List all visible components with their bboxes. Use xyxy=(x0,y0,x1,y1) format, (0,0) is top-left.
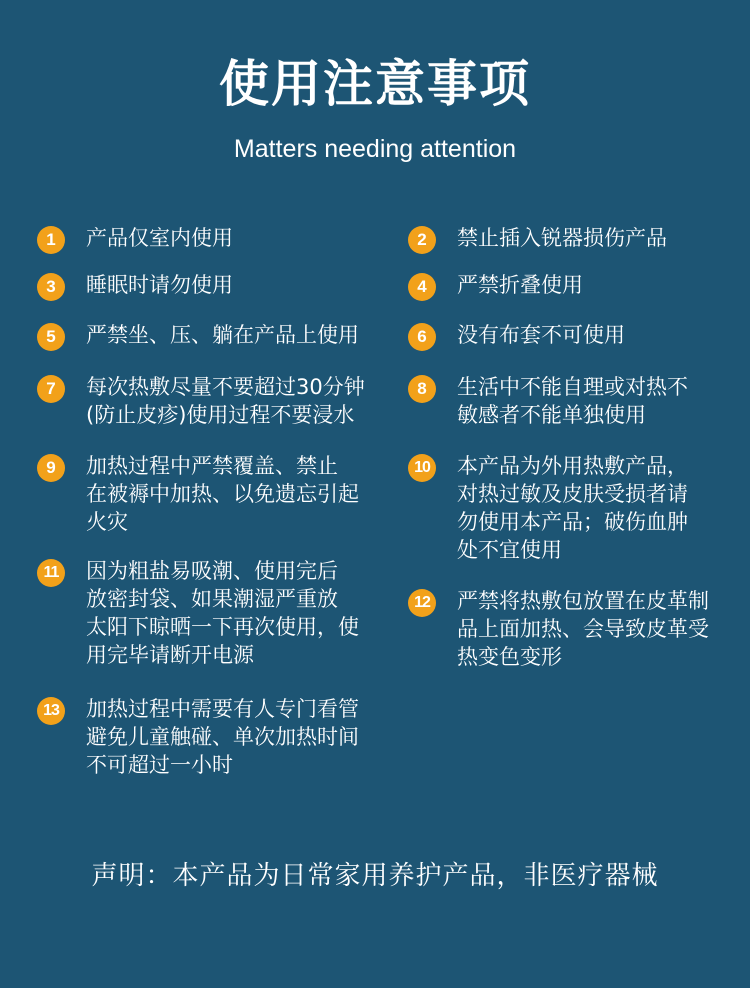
notice-text: 严禁将热敷包放置在皮革制 品上面加热、会导致皮革受 热变色变形 xyxy=(457,589,709,669)
notice-text: 禁止插入锐器损伤产品 xyxy=(457,226,667,250)
page-title: 使用注意事项 xyxy=(219,55,531,113)
number-badge: 12 xyxy=(408,589,436,617)
notice-text: 严禁折叠使用 xyxy=(457,273,583,297)
number-badge: 3 xyxy=(37,273,65,301)
notice-text: 产品仅室内使用 xyxy=(86,226,233,250)
notice-text: 严禁坐、压、躺在产品上使用 xyxy=(86,323,359,347)
number-badge: 10 xyxy=(408,454,436,482)
notice-text: 没有布套不可使用 xyxy=(457,323,625,347)
disclaimer-statement: 声明：本产品为日常家用养护产品，非医疗器械 xyxy=(91,861,659,891)
page-subtitle: Matters needing attention xyxy=(233,135,517,163)
notice-text: 每次热敷尽量不要超过30分钟 (防止皮疹)使用过程不要浸水 xyxy=(86,375,365,427)
number-badge: 4 xyxy=(408,273,436,301)
number-badge: 11 xyxy=(37,559,65,587)
number-badge: 6 xyxy=(408,323,436,351)
number-badge: 8 xyxy=(408,375,436,403)
notice-text: 生活中不能自理或对热不 敏感者不能单独使用 xyxy=(457,375,688,427)
number-badge: 9 xyxy=(37,454,65,482)
notice-text: 加热过程中严禁覆盖、禁止 在被褥中加热、以免遗忘引起 火灾 xyxy=(86,454,359,534)
number-badge: 2 xyxy=(408,226,436,254)
notice-text: 加热过程中需要有人专门看管 避免儿童触碰、单次加热时间 不可超过一小时 xyxy=(86,697,359,777)
number-badge: 13 xyxy=(37,697,65,725)
number-badge: 5 xyxy=(37,323,65,351)
notice-text: 睡眠时请勿使用 xyxy=(86,273,233,297)
notice-text: 因为粗盐易吸潮、使用完后 放密封袋、如果潮湿严重放 太阳下晾晒一下再次使用，使 用完毕请断开电源 xyxy=(86,559,359,667)
number-badge: 1 xyxy=(37,226,65,254)
notice-text: 本产品为外用热敷产品， 对热过敏及皮肤受损者请 勿使用本产品；破伤血肿 处不宜使用 xyxy=(457,454,688,562)
number-badge: 7 xyxy=(37,375,65,403)
